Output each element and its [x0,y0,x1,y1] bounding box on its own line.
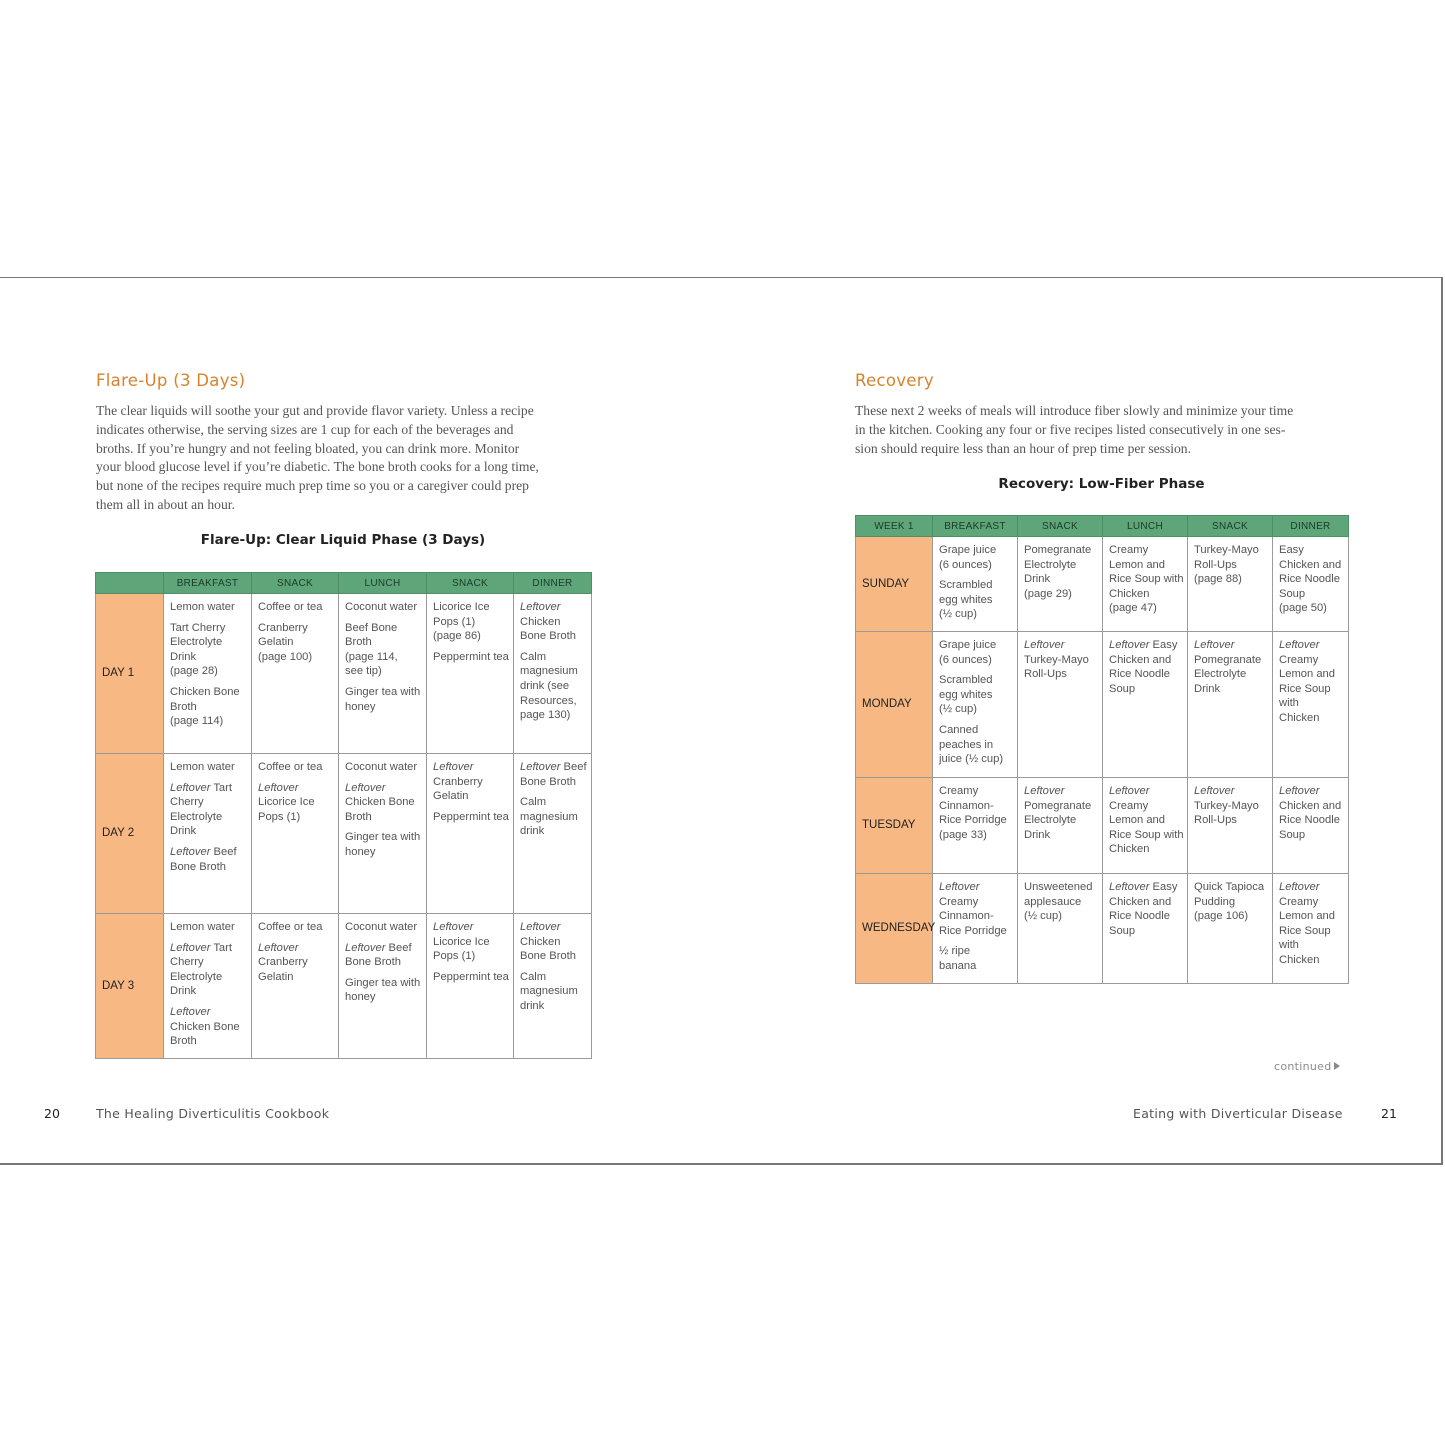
meal-item: ½ ripe banana [939,945,977,972]
meal-item: Ginger tea with honey [345,976,421,1004]
recovery-meal-table [855,515,1349,984]
column-header: BREAKFAST [933,516,1018,537]
table-cell [1018,778,1103,874]
meal-item: Peppermint tea [433,970,509,983]
flare-up-meal-table [95,572,592,1059]
table-cell [164,594,252,754]
recovery-table-title: Recovery: Low-Fiber Phase [998,476,1205,492]
meal-item: Lemon water [170,921,235,933]
table-cell [427,914,514,1059]
table-cell [933,778,1018,874]
meal-item: Leftover Creamy Lemon and Rice Soup with Chicken [1279,639,1335,724]
meal-item: Tart Cherry Electrolyte Drink (page 28) [170,621,226,678]
table-header-row [96,573,592,594]
meal-item: Grape juice (6 ounces) [939,544,997,571]
meal-item: Leftover Tart Cherry Electrolyte Drink [170,941,232,998]
column-header: SNACK [1188,516,1273,537]
table-cell [252,914,339,1059]
meal-item: Ginger tea with honey [345,685,421,713]
meal-item: Canned peaches in juice (½ cup) [939,723,1004,766]
meal-item: Leftover Licorice Ice Pops (1) [258,781,315,823]
flare-up-section-title: Flare-Up (3 Days) [96,371,246,390]
meal-item: Coffee or tea [258,761,323,773]
meal-item: Easy Chicken and Rice Noodle Soup (page 50) [1279,544,1342,615]
table-cell [1018,537,1103,632]
meal-item: Leftover Easy Chicken and Rice Noodle Soup [1109,639,1178,695]
intro-line: The clear liquids will soothe your gut and provide flavor variety. Unless a recipe [96,403,534,418]
column-header: SNACK [1018,516,1103,537]
meal-item: Grape juice (6 ounces) [939,639,997,666]
meal-item: Leftover Creamy Lemon and Rice Soup with Chicken [1109,785,1184,856]
table-row [96,754,592,914]
table-cell [164,754,252,914]
meal-item: Leftover Licorice Ice Pops (1) [433,921,490,963]
table-cell [1273,537,1349,632]
row-label: TUESDAY [856,778,933,874]
meal-item: Creamy Cinnamon- Rice Porridge (page 33) [939,785,1007,841]
table-cell [252,594,339,754]
table-cell [514,594,592,754]
column-header: DINNER [514,573,592,594]
meal-item: Lemon water [170,761,235,773]
row-label: DAY 3 [96,914,164,1059]
table-cell [514,754,592,914]
meal-item: Calm magnesium drink [520,796,578,838]
table-cell [427,594,514,754]
column-header-corner [96,573,164,594]
continued-label: continued [1274,1060,1332,1073]
table-cell [933,537,1018,632]
meal-item: Ginger tea with honey [345,831,421,858]
intro-line: These next 2 weeks of meals will introduce fiber slowly and minimize your time [855,403,1294,418]
meal-item: Leftover Chicken Bone Broth [345,781,415,823]
meal-item: Leftover Pomegranate Electrolyte Drink [1024,785,1092,841]
table-cell [1103,874,1188,984]
table-cell [339,754,427,914]
column-header-week: WEEK 1 [856,516,933,537]
column-header: LUNCH [1103,516,1188,537]
table-cell [1273,874,1349,984]
meal-item: Leftover Chicken Bone Broth [520,921,576,963]
meal-item: Peppermint tea [433,810,509,823]
table-cell [1018,874,1103,984]
triangle-right-icon [1334,1062,1340,1070]
table-cell [1188,874,1273,984]
table-row [856,778,1349,874]
table-cell [1018,632,1103,778]
table-cell [1188,778,1273,874]
meal-item: Scrambled egg whites (½ cup) [939,579,993,621]
table-cell [427,754,514,914]
meal-item: Leftover Beef Bone Broth [520,761,587,788]
intro-line: indicates otherwise, the serving sizes are 1 cup for each of the beverages and [96,421,514,437]
meal-item: Coconut water [345,601,418,613]
meal-item: Leftover Beef Bone Broth [170,845,237,873]
table-cell [164,914,252,1059]
table-row [856,537,1349,632]
meal-item: Quick Tapioca Pudding (page 106) [1194,881,1265,923]
meal-item: Beef Bone Broth (page 114, see tip) [345,621,398,678]
table-cell [1273,632,1349,778]
flare-up-intro [96,402,596,515]
table-row [96,914,592,1059]
row-label: SUNDAY [856,537,933,632]
meal-item: Leftover Turkey-Mayo Roll-Ups [1194,785,1259,827]
flare-up-table-title: Flare-Up: Clear Liquid Phase (3 Days) [200,532,486,548]
meal-item: Leftover Chicken and Rice Noodle Soup [1279,785,1342,841]
meal-item: Leftover Pomegranate Electrolyte Drink [1194,639,1262,695]
table-row [856,874,1349,984]
table-cell [933,874,1018,984]
meal-item: Leftover Chicken Bone Broth [520,601,576,643]
meal-item: Coffee or tea [258,601,323,613]
meal-item: Creamy Lemon and Rice Soup with Chicken (page 47) [1109,544,1184,615]
row-label: DAY 2 [96,754,164,914]
meal-item: Turkey-Mayo Roll-Ups (page 88) [1194,544,1259,586]
meal-item: Coconut water [345,921,418,933]
intro-line: sion should require less than an hour of prep time per session. [855,440,1192,456]
meal-item: Leftover Cranberry Gelatin [258,941,308,983]
intro-line: but none of the recipes require much prep time so you or a caregiver could prep [96,478,529,494]
meal-item: Leftover Cranberry Gelatin [433,761,483,803]
recovery-intro [855,402,1355,458]
intro-line: your blood glucose level if you’re diabetic. The bone broth cooks for a long time, [96,459,539,475]
row-label: WEDNESDAY [856,874,933,984]
column-header: DINNER [1273,516,1349,537]
table-cell [1188,632,1273,778]
meal-item: Coffee or tea [258,921,323,933]
table-row [856,632,1349,778]
meal-item: Leftover Creamy Cinnamon- Rice Porridge [939,881,1007,937]
table-header-row [856,516,1349,537]
meal-item: Leftover Chicken Bone Broth [170,1005,240,1048]
meal-item: Licorice Ice Pops (1) (page 86) [433,601,490,643]
table-cell [1103,537,1188,632]
meal-item: Unsweetened applesauce (½ cup) [1024,881,1093,923]
meal-item: Coconut water [345,761,418,773]
meal-item: Leftover Creamy Lemon and Rice Soup with Chicken [1279,881,1335,966]
row-label: MONDAY [856,632,933,778]
running-title-right: Eating with Diverticular Disease [1133,1106,1343,1121]
meal-item: Calm magnesium drink (see Resources, page 130) [520,650,578,722]
table-cell [1103,632,1188,778]
column-header: BREAKFAST [164,573,252,594]
intro-line: broths. If you’re hungry and not feeling bloated, you can drink more. Monitor [96,440,520,456]
intro-line: in the kitchen. Cooking any four or five recipes listed consecutively in one ses- [855,421,1286,437]
continued-note [1274,1060,1340,1073]
table-cell [252,754,339,914]
table-cell [1103,778,1188,874]
table-cell [339,914,427,1059]
running-title-left: The Healing Diverticulitis Cookbook [96,1106,330,1121]
table-cell [339,594,427,754]
intro-line: them all in about an hour. [96,496,235,512]
meal-item: Peppermint tea [433,650,509,663]
meal-item: Lemon water [170,601,235,613]
meal-item: Leftover Beef Bone Broth [345,941,412,969]
meal-item: Leftover Easy Chicken and Rice Noodle Soup [1109,881,1178,937]
table-row [96,594,592,754]
page-number-left: 20 [44,1106,60,1121]
meal-item: Cranberry Gelatin (page 100) [258,621,313,663]
table-cell [1273,778,1349,874]
meal-item: Calm magnesium drink [520,970,578,1012]
meal-item: Pomegranate Electrolyte Drink (page 29) [1024,544,1092,600]
column-header: SNACK [427,573,514,594]
table-cell [514,914,592,1059]
meal-item: Leftover Tart Cherry Electrolyte Drink [170,781,232,838]
meal-item: Scrambled egg whites (½ cup) [939,674,993,716]
recovery-section-title: Recovery [855,371,934,390]
page-number-right: 21 [1381,1106,1397,1121]
row-label: DAY 1 [96,594,164,754]
table-cell [933,632,1018,778]
table-cell [1188,537,1273,632]
meal-item: Leftover Turkey-Mayo Roll-Ups [1024,639,1089,681]
column-header: LUNCH [339,573,427,594]
column-header: SNACK [252,573,339,594]
meal-item: Chicken Bone Broth (page 114) [170,685,240,728]
